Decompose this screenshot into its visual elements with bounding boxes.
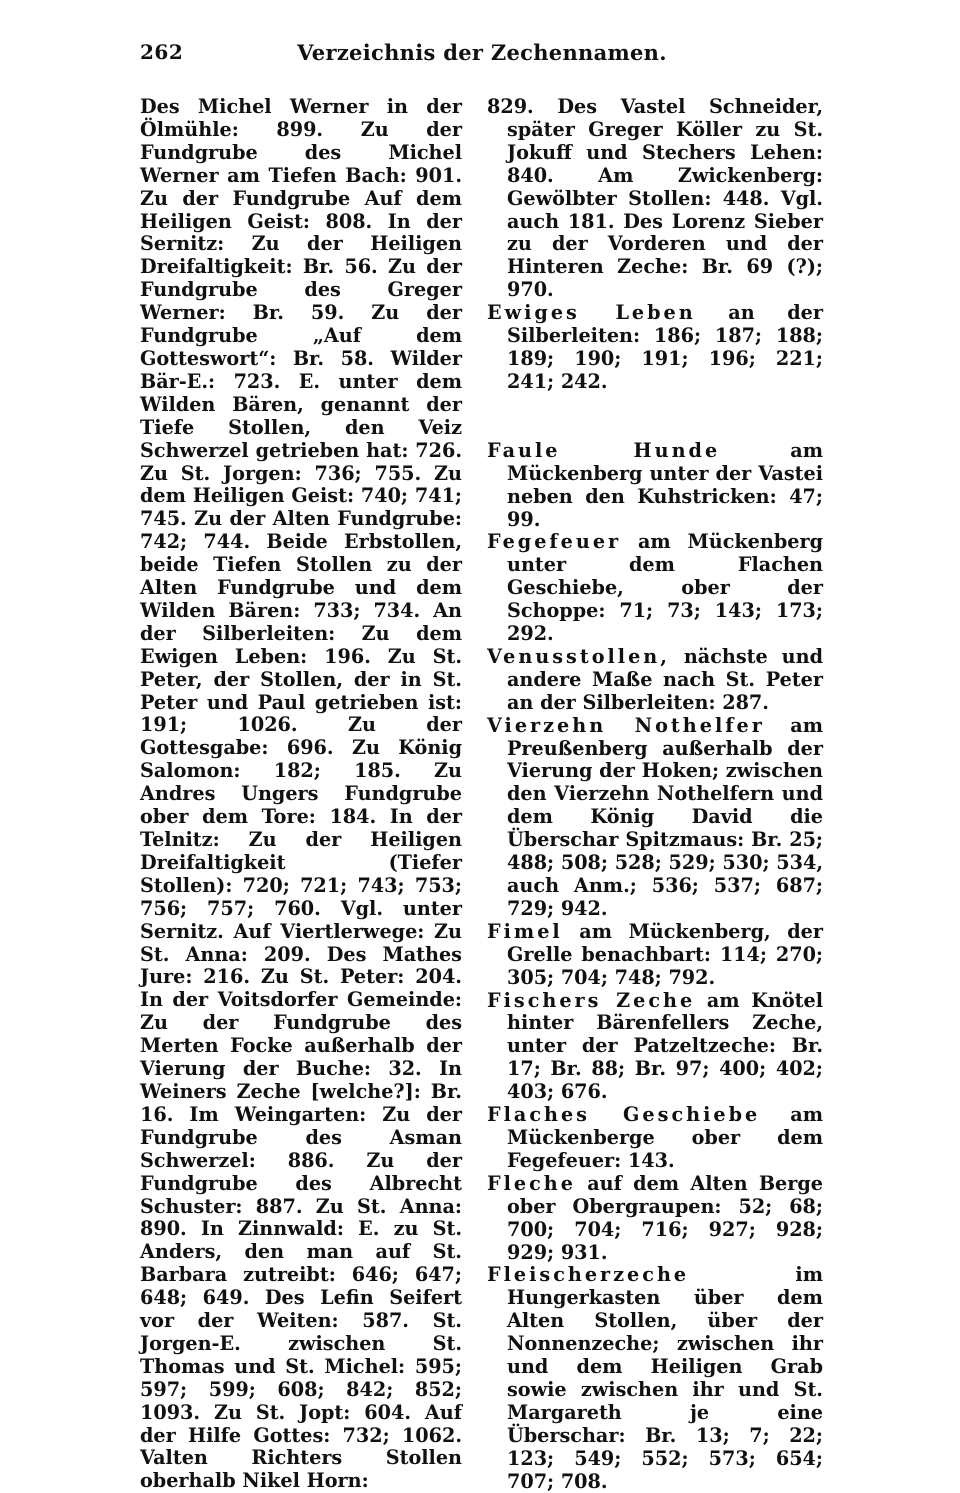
- entry-headword: Venusstollen,: [487, 644, 670, 668]
- entry-text: an der Silberleiten: 186; 187; 188; 189; 190; 191; 196; 221; 241; 242.: [507, 301, 823, 393]
- entry-text: am Mückenberg unter der Vastei neben den Kuhstricken: 47; 99.: [507, 438, 823, 531]
- left-column: [140, 95, 462, 1493]
- right-column: [487, 95, 824, 1493]
- page-header: [140, 40, 824, 76]
- left-column-text: [140, 96, 462, 1493]
- entry-text: im Hungerkasten über dem Alten Stollen, über der Nonnenzeche; zwischen ihr und dem Heiligen Grab sowie zwischen ihr und St. Margareth je eine Überschar: Br. 13; 7; 22; 123; 549; 552; 573; 654; 707; 708.: [507, 1263, 823, 1493]
- index-entry: [487, 990, 823, 1105]
- entry-text: am Mückenberg, der Grelle benachbart: 114; 270; 305; 704; 748; 792.: [507, 919, 823, 989]
- entry-headword: Ewiges Leben: [487, 301, 696, 325]
- entry-text: am Mückenberg unter dem Flachen Geschiebe, ober der Schoppe: 71; 73; 143; 173; 292.: [507, 530, 823, 646]
- page-number: 262: [140, 40, 184, 64]
- index-entry: [487, 531, 823, 646]
- index-entry: [487, 1264, 823, 1493]
- entry-headword: Fleche: [487, 1171, 576, 1195]
- paragraph: Des Michel Werner in der Ölmühle: 899. Zu der Fundgrube des Michel Werner am Tiefen Bach: 901. Zu der Fundgrube Auf dem Heiligen Geist: 808. In der Sernitz: Zu der Heiligen Dreifaltigkeit: Br. 56. Zu der Fundgrube des Greger Werner: Br. 59. Zu der Fundgrube „Auf dem Gotteswort“: Br. 58. Wilder Bär-E.: 723. E. unter dem Wilden Bären, genannt der Tiefe Stollen, den Veiz Schwerzel getrieben hat: 726. Zu St. Jorgen: 736; 755. Zu dem Heiligen Geist: 740; 741; 745. Zu der Alten Fundgrube: 742; 744. Beide Erbstollen, beide Tiefen Stollen zu der Alten Fundgrube und dem Wilden Bären: 733; 734. An der Silberleiten: Zu dem Ewigen Leben: 196. Zu St. Peter, der Stollen, der in St. Peter und Paul getrieben ist: 191; 1026. Zu der Gottesgabe: 696. Zu König Salomon: 182; 185. Zu Andres Ungers Fundgrube ober dem Tore: 184. In der Telnitz: Zu der Heiligen Dreifaltigkeit (Tiefer Stollen): 720; 721; 743; 753; 756; 757; 760. Vgl. unter Sernitz. Auf Viertlerwege: Zu St. Anna: 209. Des Mathes Jure: 216. Zu St. Peter: 204. In der Voitsdorfer Gemeinde: Zu der Fundgrube des Merten Focke außerhalb der Vierung der Buche: 32. In Weiners Zeche [welche?]: Br. 16. Im Weingarten: Zu der Fundgrube des Asman Schwerzel: 886. Zu der Fundgrube des Albrecht Schuster: 887. Zu St. Anna: 890. In Zinnwald: E. zu St. Anders, den man auf St. Barbara zutreibt: 646; 647; 648; 649. Des Lefin Seifert vor der Weiten: 587. St. Jorgen-E. zwischen St. Thomas und St. Michel: 595; 597; 599; 608; 842; 852; 1093. Zu St. Jopt: 604. Auf der Hilfe Gottes: 732; 1062. Valten Richters Stollen oberhalb Nikel Horn:: [140, 95, 462, 1493]
- index-entry: [487, 302, 823, 394]
- entry-headword: Vierzehn Nothelfer: [487, 713, 765, 737]
- entry-text: am Mückenberge ober dem Fegefeuer: 143.: [507, 1103, 823, 1172]
- running-title: Verzeichnis der Zechennamen.: [297, 40, 667, 65]
- section-gap: [487, 394, 823, 440]
- entry-text: am Knötel hinter Bärenfellers Zeche, unter der Patzeltzeche: Br. 17; Br. 88; Br. 97; 400; 402; 403; 676.: [507, 988, 823, 1104]
- entry-headword: Fimel: [487, 919, 563, 943]
- index-entry: [487, 1104, 823, 1173]
- index-entry: [487, 646, 823, 715]
- entry-text: am Preußenberg außerhalb der Vierung der Hoken; zwischen den Vierzehn Nothelfern und dem König David die Überschar Spitzmaus: Br. 25; 488; 508; 528; 529; 530; 534, auch Anm.; 536; 537; 687; 729; 942.: [507, 713, 824, 920]
- continuation-entry: [487, 96, 823, 302]
- entry-headword: Fleischerzeche: [487, 1263, 690, 1287]
- entry-text: auf dem Alten Berge ober Obergraupen: 52; 68; 700; 704; 716; 927; 928; 929; 931.: [507, 1171, 823, 1264]
- paragraph: 829. Des Vastel Schneider, später Greger Köller zu St. Jokuff und Stechers Lehen: 840. Am Zwickenberg: Gewölbter Stollen: 448. Vgl. auch 181. Des Lorenz Sieber zu der Vorderen und der Hinteren Zeche: Br. 69 (?); 970.: [487, 95, 823, 302]
- entry-text: nächste und andere Maße nach St. Peter an der Silberleiten: 287.: [507, 644, 823, 714]
- entry-headword: Faule Hunde: [487, 438, 721, 462]
- entry-headword: Fischers Zeche: [487, 988, 696, 1012]
- index-entry: [487, 1173, 823, 1265]
- index-entry: [487, 440, 823, 532]
- entry-headword: Fegefeuer: [487, 530, 622, 554]
- entry-headword: Flaches Geschiebe: [487, 1103, 761, 1127]
- index-entry: [487, 921, 823, 990]
- index-entry: [487, 715, 823, 921]
